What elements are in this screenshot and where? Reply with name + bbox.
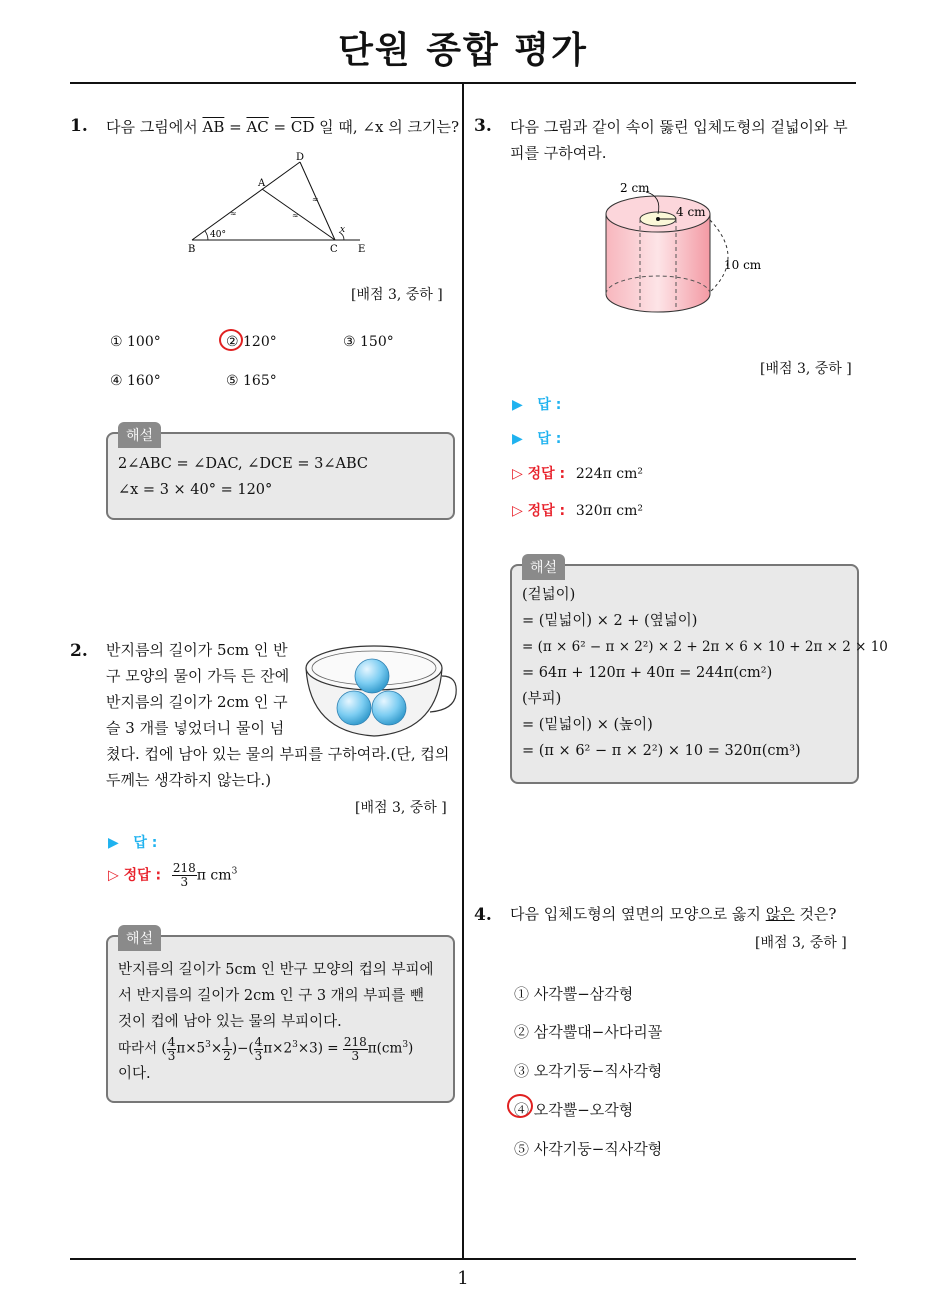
- q1-option-2[interactable]: ② 120°: [226, 334, 277, 350]
- q1-explanation-line-1: 2∠ABC = ∠DAC, ∠DCE = 3∠ABC: [118, 456, 368, 472]
- q1-text-pre: 다음 그림에서: [106, 118, 203, 136]
- q4-question: [510, 901, 836, 928]
- q1-question: 다음 그림에서 $\overline{AB} = \overline{AC} = \overline{CD}$ 일 때, ∠x 의 크기는?: [106, 118, 460, 136]
- q3-label-outer: 4 cm: [676, 205, 706, 219]
- q1-number: 1.: [70, 116, 88, 136]
- q3-answer-label-1: 답 :: [537, 397, 562, 413]
- q3-line-1: 다음 그림과 같이 속이 뚫린 입체도형의 겉넓이와 부: [510, 118, 848, 136]
- q2-correct-den: 3: [180, 875, 189, 889]
- q3-answer-row-2: [512, 428, 561, 448]
- outline-play-icon: ▷: [108, 867, 119, 884]
- q1-label-c: C: [330, 244, 338, 255]
- q3-explanation-tag: 해설: [522, 554, 565, 580]
- q3-correct-row-2: [512, 500, 643, 520]
- svg-text:≈: ≈: [312, 195, 319, 204]
- q1-option-3[interactable]: ③ 150°: [343, 334, 394, 350]
- q3-correct-value-1: 224π cm²: [575, 466, 643, 482]
- q4-answer-mark: [507, 1094, 533, 1118]
- play-icon: ▶: [108, 835, 119, 851]
- q4-text-post: 것은?: [794, 905, 837, 923]
- q2-correct-row: [108, 862, 237, 889]
- q1-label-d: D: [296, 152, 305, 163]
- q1-label-x: x: [340, 225, 346, 235]
- q2-line-1: 반지름의 길이가 5cm 인 반: [106, 641, 288, 659]
- q4-text-underline: 않은: [765, 905, 795, 923]
- q3-correct-row-1: [512, 463, 643, 483]
- q3-explanation-line-2: = (밑넓이) × 2 + (옆넓이): [522, 613, 698, 629]
- q1-label-e: E: [358, 244, 366, 255]
- q1-score: [배점 3, 중하 ]: [351, 287, 443, 303]
- q1-option-1[interactable]: ① 100°: [110, 334, 161, 350]
- q3-explanation-line-4: = 64π + 120π + 40π = 244π(cm²): [522, 665, 773, 681]
- play-icon: ▶: [512, 431, 523, 447]
- q2-correct-exp: 3: [231, 866, 238, 877]
- q3-correct-label-2: 정답 :: [527, 503, 566, 519]
- footer-rule: [70, 1258, 856, 1260]
- q2-explanation-formula: 따라서 ( $\frac{4}{3}$ $\pi\times 5^3\times$ $\frac{1}{2}$ )−( $\frac{4}{3}$ $\pi\times 2^3\times 3$) = $\frac{218}{3}$ $\pi(cm^3)$: [118, 1034, 414, 1063]
- q2-explanation-tag: 해설: [118, 925, 161, 951]
- q2-answer-row: [108, 832, 157, 852]
- q4-option-5[interactable]: ⑤ 사각기둥−직사각형: [514, 1140, 663, 1158]
- q1-seg-cd: $\overline{CD}$: [290, 118, 315, 136]
- q3-explanation-line-1: (겉넓이): [522, 587, 576, 603]
- q4-score: [배점 3, 중하 ]: [755, 935, 847, 951]
- q2-formula-lead: 따라서: [118, 1040, 162, 1057]
- q2-explanation-line-2: 서 반지름의 길이가 2cm 인 구 3 개의 부피를 뺀: [118, 988, 424, 1004]
- q4-option-4[interactable]: ④ 오각뿔−오각형: [514, 1101, 634, 1119]
- page-title: 단원 종합 평가: [338, 30, 588, 71]
- q1-answer-mark: [219, 329, 243, 351]
- q1-triangle-figure: [180, 148, 380, 260]
- q2-answer-label: 답 :: [133, 835, 158, 851]
- q3-label-inner: 2 cm: [620, 181, 650, 195]
- svg-text:≈: ≈: [230, 209, 237, 218]
- q4-option-1[interactable]: ① 사각뿔−삼각형: [514, 985, 634, 1003]
- q1-label-angle: 40°: [210, 230, 226, 240]
- q3-explanation-line-7: = (π × 6² − π × 2²) × 10 = 320π(cm³): [522, 743, 801, 759]
- q3-correct-label-1: 정답 :: [527, 466, 566, 482]
- q1-option-4[interactable]: ④ 160°: [110, 373, 161, 389]
- q4-option-2[interactable]: ② 삼각뿔대−사다리꼴: [514, 1023, 663, 1041]
- q4-option-3[interactable]: ③ 오각기둥−직사각형: [514, 1062, 663, 1080]
- q3-answer-label-2: 답 :: [537, 431, 562, 447]
- q3-answer-row-1: [512, 394, 561, 414]
- q2-score: [배점 3, 중하 ]: [355, 800, 447, 816]
- q3-cylinder-figure: [596, 174, 776, 334]
- q1-seg-ab: $\overline{AB}$: [202, 118, 225, 136]
- q3-label-height: 10 cm: [724, 258, 762, 272]
- q4-number: 4.: [474, 905, 492, 925]
- q3-explanation-line-6: = (밑넓이) × (높이): [522, 717, 653, 733]
- q1-explanation-tag: 해설: [118, 422, 161, 448]
- outline-play-icon: ▷: [512, 503, 523, 519]
- q2-correct-num: 218: [172, 861, 196, 875]
- q1-label-a: A: [258, 178, 266, 189]
- q3-line-2: 피를 구하여라.: [510, 144, 607, 162]
- q2-line-4: 슬 3 개를 넣었더니 물이 넘: [106, 719, 285, 737]
- q1-explanation-line-2: ∠x = 3 × 40° = 120°: [118, 482, 273, 498]
- column-divider: [462, 84, 464, 1260]
- q2-explanation-tail: 이다.: [118, 1066, 151, 1082]
- q1-text-post: 일 때, ∠x 의 크기는?: [314, 118, 460, 136]
- q2-line-6: 두께는 생각하지 않는다.): [106, 771, 272, 789]
- q2-correct-label: 정답 :: [123, 867, 162, 884]
- play-icon: ▶: [512, 397, 523, 413]
- q1-label-b: B: [188, 244, 196, 255]
- q2-explanation-line-1: 반지름의 길이가 5cm 인 반구 모양의 컵의 부피에: [118, 962, 434, 978]
- q3-score: [배점 3, 중하 ]: [760, 361, 852, 377]
- q2-correct-rest: π cm: [196, 867, 232, 884]
- q1-seg-ac: $\overline{AC}$: [246, 118, 269, 136]
- q2-line-3: 반지름의 길이가 2cm 인 구: [106, 693, 288, 711]
- q2-explanation-line-3: 것이 컵에 남아 있는 물의 부피이다.: [118, 1014, 342, 1030]
- q3-correct-value-2: 320π cm²: [575, 503, 643, 519]
- q2-line-5: 쳤다. 컵에 남아 있는 물의 부피를 구하여라.(단, 컵의: [106, 745, 450, 763]
- svg-text:≈: ≈: [292, 211, 299, 220]
- q2-correct-fraction: [172, 862, 197, 889]
- q2-cup-figure: [302, 640, 458, 740]
- q1-option-5[interactable]: ⑤ 165°: [226, 373, 277, 389]
- q3-number: 3.: [474, 116, 492, 136]
- q3-explanation-line-5: (부피): [522, 691, 562, 707]
- q3-explanation-line-3: = (π × 6² − π × 2²) × 2 + 2π × 6 × 10 + 2π × 2 × 10: [522, 639, 888, 655]
- page-number: 1: [457, 1268, 469, 1289]
- q4-text-pre: 다음 입체도형의 옆면의 모양으로 옳지: [510, 905, 766, 923]
- q2-line-2: 구 모양의 물이 가득 든 잔에: [106, 667, 290, 685]
- outline-play-icon: ▷: [512, 466, 523, 482]
- q2-number: 2.: [70, 641, 88, 661]
